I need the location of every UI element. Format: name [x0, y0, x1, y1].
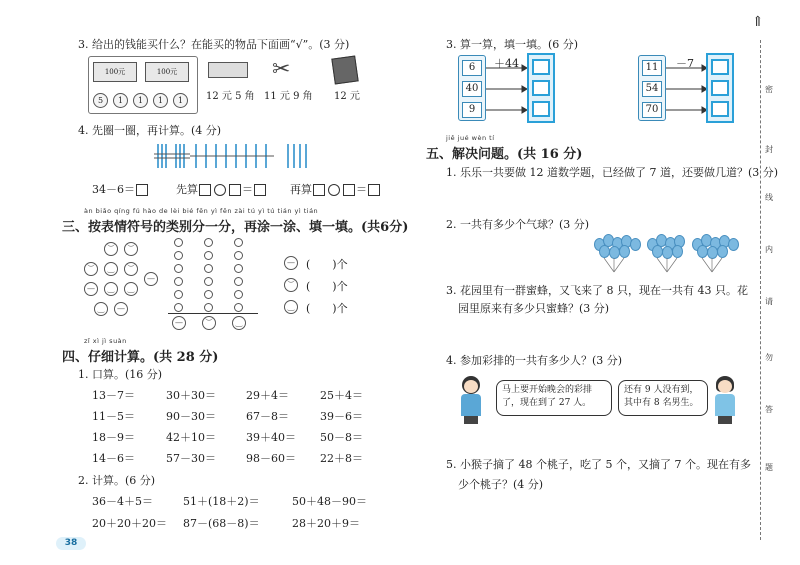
paint-circle[interactable]	[234, 303, 243, 312]
input-value: 11	[642, 60, 662, 76]
speech-bubble-2	[618, 380, 708, 416]
question-3-fill: 3. 算一算，填一填。(6 分)	[446, 38, 579, 51]
answer-box[interactable]	[254, 184, 266, 196]
calc-problem: 20＋20＋20＝	[92, 517, 167, 530]
oral-problem: 39－6＝	[320, 410, 363, 423]
oral-problem: 18－9＝	[92, 431, 135, 444]
paint-circle[interactable]	[204, 277, 213, 286]
smile-face-icon: ‿	[104, 282, 118, 296]
problem-4: 4. 参加彩排的一共有多少人？(3 分)	[446, 354, 623, 367]
paint-circle[interactable]	[174, 238, 183, 247]
banknote-100-a: 100元	[93, 62, 137, 82]
coin-1: 1	[133, 93, 148, 108]
input-value: 9	[462, 102, 482, 118]
shirt-icon	[715, 394, 735, 416]
banknote-100-b: 100元	[145, 62, 189, 82]
paint-circle[interactable]	[204, 251, 213, 260]
question-4-circle: 4. 先圈一圈，再计算。(4 分)	[78, 124, 222, 137]
seal-char: 密	[765, 85, 773, 94]
calc-title: 2. 计算。(6 分)	[78, 474, 156, 487]
problem-5-line-2: 少个桃子？(4 分)	[458, 478, 544, 491]
oral-problem: 50－8＝	[320, 431, 363, 444]
paint-circle[interactable]	[174, 290, 183, 299]
answer-box[interactable]	[711, 80, 729, 96]
problem-5-line-1: 5. 小猴子摘了 48 个桃子，吃了 5 个，又摘了 7 个。现在有多	[446, 458, 751, 471]
answer-box[interactable]	[711, 59, 729, 75]
answer-box[interactable]	[532, 59, 550, 75]
neutral-face-icon: —	[84, 282, 98, 296]
oral-problem: 90－30＝	[166, 410, 216, 423]
input-value: 40	[462, 81, 482, 97]
seal-char: 封	[765, 145, 773, 154]
baseline-divider	[168, 313, 258, 314]
page-number: 38	[56, 537, 86, 550]
operation-label: ＋44	[494, 57, 519, 70]
section-3-title: 三、按表情符号的类别分一分，再涂一涂、填一填。(共6分)	[62, 220, 409, 235]
bubble-2-line-2: 其中有 8 名男生。	[624, 398, 699, 408]
balloon-icon	[728, 238, 739, 251]
answer-box[interactable]	[199, 184, 211, 196]
single-sticks	[284, 142, 310, 170]
paint-circle[interactable]	[204, 290, 213, 299]
paint-circle[interactable]	[204, 264, 213, 273]
balloon-bunches	[592, 234, 742, 274]
paint-circle[interactable]	[204, 303, 213, 312]
paint-circle[interactable]	[174, 264, 183, 273]
paint-circle[interactable]	[234, 251, 243, 260]
equals-sign: ＝	[356, 183, 367, 196]
input-value: 70	[642, 102, 662, 118]
paint-circle[interactable]	[234, 238, 243, 247]
circle-column-2	[204, 238, 213, 312]
boy-figure	[712, 376, 738, 424]
operator-circle[interactable]	[328, 184, 340, 196]
oral-problem: 57－30＝	[166, 452, 216, 465]
answer-blank[interactable]: ( )	[306, 280, 337, 293]
neutral-face-icon: —	[172, 316, 186, 330]
sad-face-icon: ︶	[104, 242, 118, 256]
paint-circle[interactable]	[234, 264, 243, 273]
sad-face-icon: ︶	[284, 278, 298, 292]
arrows-right	[664, 60, 708, 114]
coin-1: 1	[173, 93, 188, 108]
oral-problem: 29＋4＝	[246, 389, 289, 402]
oral-problem: 25＋4＝	[320, 389, 363, 402]
oral-problem: 14－6＝	[92, 452, 135, 465]
shirt-icon	[461, 394, 481, 416]
sad-face-icon: ︶	[124, 262, 138, 276]
operator-circle[interactable]	[214, 184, 226, 196]
problem-3-line-1: 3. 花园里有一群蜜蜂，又飞来了 8 只，现在一共有 43 只。花	[446, 284, 748, 297]
oral-problem: 30＋30＝	[166, 389, 216, 402]
seal-char: 线	[765, 193, 773, 202]
section-4-title: 四、仔细计算。(共 28 分)	[62, 350, 219, 365]
smile-face-icon: ‿	[232, 316, 246, 330]
paint-circle[interactable]	[174, 277, 183, 286]
problem-2: 2. 一共有多少个气球？(3 分)	[446, 218, 590, 231]
sad-face-icon: ︶	[84, 262, 98, 276]
count-row	[306, 256, 348, 272]
seal-char: 答	[765, 405, 773, 414]
calc-problem: 87－(68－8)＝	[183, 517, 260, 530]
legs-icon	[718, 416, 732, 424]
circle-column-3	[234, 238, 243, 312]
neutral-face-icon: —	[144, 272, 158, 286]
oral-problem: 42＋10＝	[166, 431, 216, 444]
answer-box[interactable]	[343, 184, 355, 196]
answer-blank[interactable]: ( )	[306, 302, 337, 315]
smile-face-icon: ‿	[104, 262, 118, 276]
oral-problem: 22＋8＝	[320, 452, 363, 465]
bubble-1-line-2: 了，现在到了 27 人。	[502, 398, 592, 408]
paint-circle[interactable]	[174, 251, 183, 260]
arrows-left	[484, 60, 528, 114]
answer-box[interactable]	[313, 184, 325, 196]
input-value: 54	[642, 81, 662, 97]
problem-1: 1. 乐乐一共要做 12 道数学题，已经做了 7 道，还要做几道？(3 分)	[446, 166, 779, 179]
balloon-icon	[630, 238, 641, 251]
answer-box[interactable]	[711, 101, 729, 117]
price-item-3: 12 元	[334, 91, 360, 102]
legs-icon	[464, 416, 478, 424]
oral-problem: 11－5＝	[92, 410, 135, 423]
sad-face-icon: ︶	[202, 316, 216, 330]
coin-1: 1	[153, 93, 168, 108]
oral-problem: 39＋40＝	[246, 431, 296, 444]
paint-circle[interactable]	[234, 277, 243, 286]
circle-calc-row	[92, 181, 381, 197]
section-3-pinyin: àn biǎo qíng fú hào de lèi bié fēn yì fēn zài tú yì tú tián yì tián	[84, 207, 319, 215]
answer-box[interactable]	[532, 101, 550, 117]
balloon-strings	[592, 256, 742, 274]
paint-circle[interactable]	[234, 290, 243, 299]
smile-face-icon: ‿	[284, 300, 298, 314]
circle-column-1	[174, 238, 183, 312]
rocket-icon: ⇑	[752, 14, 764, 30]
neutral-face-icon: —	[284, 256, 298, 270]
count-row	[306, 300, 348, 316]
bubble-1-line-1: 马上要开始晚会的彩排	[502, 385, 593, 395]
question-3-money: 3. 给出的钱能买什么？在能买的物品下面画“√”。(3 分)	[78, 38, 350, 51]
sad-face-icon: ︶	[124, 242, 138, 256]
answer-box[interactable]	[368, 184, 380, 196]
money-panel	[88, 56, 198, 114]
answer-box[interactable]	[532, 80, 550, 96]
oral-problem: 98－60＝	[246, 452, 296, 465]
price-item-2: 11 元 9 角	[264, 91, 313, 102]
seal-char: 内	[765, 245, 773, 254]
smile-face-icon: ‿	[94, 302, 108, 316]
bubble-2-line-1: 还有 9 人没有到，	[624, 385, 699, 395]
answer-box[interactable]	[229, 184, 241, 196]
girl-figure	[458, 376, 484, 424]
unit-label: 个	[336, 258, 348, 271]
face-icon	[464, 380, 478, 393]
answer-blank[interactable]: ( )	[306, 258, 337, 271]
smile-face-icon: ‿	[124, 282, 138, 296]
oral-calc-title: 1. 口算。(16 分)	[78, 368, 163, 381]
equals-sign: ＝	[242, 183, 253, 196]
neutral-face-icon: —	[114, 302, 128, 316]
seal-char: 题	[765, 463, 773, 472]
pencil-box-icon	[208, 62, 248, 78]
face-icon	[718, 380, 732, 393]
calc-problem: 51＋(18＋2)＝	[183, 495, 260, 508]
unit-label: 个	[336, 302, 348, 315]
oral-problem: 67－8＝	[246, 410, 289, 423]
section-4-pinyin: zǐ xì jì suàn	[84, 337, 127, 345]
price-item-1: 12 元 5 角	[206, 91, 255, 102]
section-5-pinyin: jiě jué wèn tí	[446, 134, 495, 142]
count-row	[306, 278, 348, 294]
oral-problem: 13－7＝	[92, 389, 135, 402]
equation-text: 34－6＝	[92, 183, 135, 196]
coin-5: 5	[93, 93, 108, 108]
seal-line	[760, 40, 762, 540]
speech-bubble-1	[496, 380, 612, 416]
paint-circle[interactable]	[174, 303, 183, 312]
operation-label: －7	[676, 57, 694, 70]
calc-problem: 50＋48－90＝	[292, 495, 367, 508]
problem-3-line-2: 园里原来有多少只蜜蜂？(3 分)	[458, 302, 610, 315]
input-value: 6	[462, 60, 482, 76]
calc-problem: 28＋20＋9＝	[292, 517, 360, 530]
paint-circle[interactable]	[204, 238, 213, 247]
section-5-title: 五、解决问题。(共 16 分)	[426, 147, 583, 162]
seal-char: 勿	[765, 353, 773, 362]
sticks-illustration	[150, 140, 280, 174]
seal-char: 请	[765, 297, 773, 306]
unit-label: 个	[336, 280, 348, 293]
book-icon	[331, 55, 358, 84]
first-step-label: 先算	[176, 183, 198, 196]
coin-1: 1	[113, 93, 128, 108]
scissors-icon: ✂	[272, 57, 291, 82]
answer-box[interactable]	[136, 184, 148, 196]
second-step-label: 再算	[290, 183, 312, 196]
calc-problem: 36－4＋5＝	[92, 495, 153, 508]
